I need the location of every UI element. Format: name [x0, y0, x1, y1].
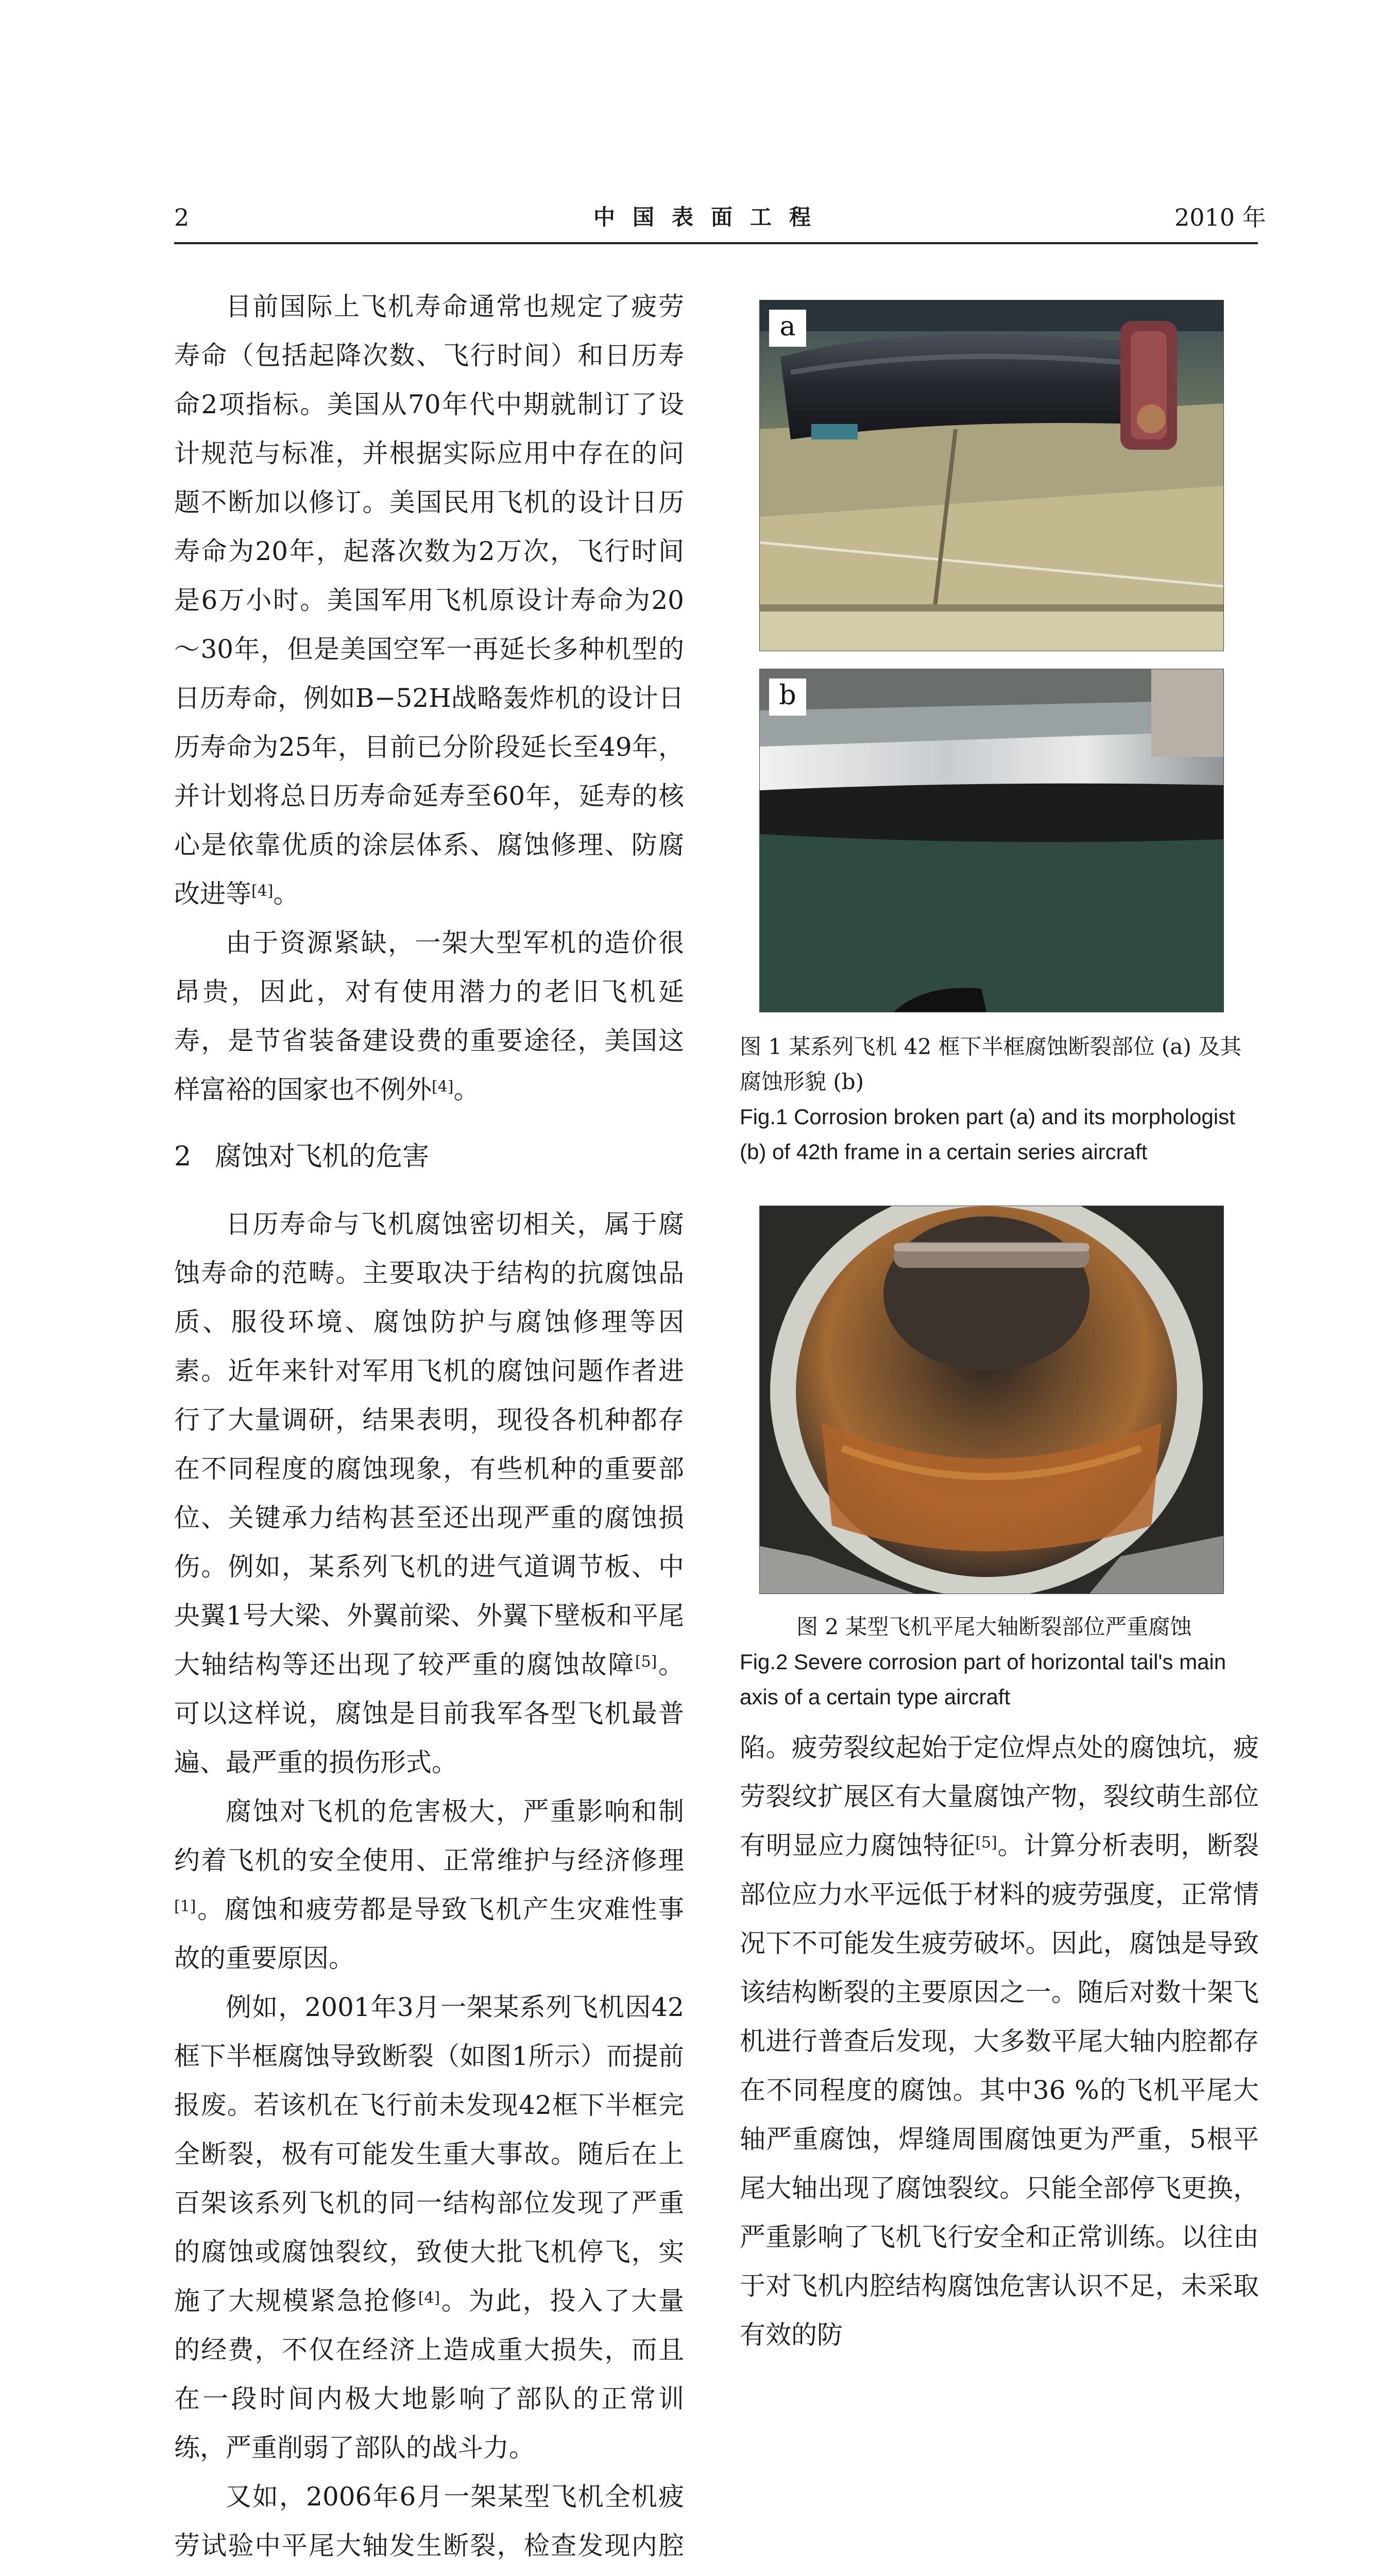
- citation: [4]: [418, 2289, 440, 2307]
- figure1-caption-en: Fig.1 Corrosion broken part (a) and its morphologist (b) of 42th frame in a certain series aircraft: [740, 1105, 1235, 1164]
- paragraph: 日历寿命与飞机腐蚀密切相关，属于腐蚀寿命的范畴。主要取决于结构的抗腐蚀品质、服役环境、腐蚀防护与腐蚀修理等因素。近年来针对军用飞机的腐蚀问题作者进行了大量调研，结果表明，现役各机种都存在不同程度的腐蚀现象，有些机种的重要部位、关键承力结构甚至还出现严重的腐蚀损伤。例如，某系列飞机的进气道调节板、中央翼1号大梁、外翼前梁、外翼下壁板和平尾大轴结构等还出现了较严重的腐蚀故障[5]。可以这样说，腐蚀是目前我军各型飞机最普遍、最严重的损伤形式。: [174, 1209, 685, 1777]
- figure1b-label: b: [769, 679, 806, 716]
- paragraph: 由于资源紧缺，一架大型军机的造价很昂贵，因此，对有使用潜力的老旧飞机延寿，是节省装备建设费的重要途径，美国这样富裕的国家也不例外[4]。: [174, 928, 684, 1105]
- right-column: [740, 1723, 1259, 2360]
- figure1b-image: [760, 669, 1223, 1012]
- figure1-caption: [740, 1029, 1260, 1170]
- figure2-caption-cn: 图 2 某型飞机平尾大轴断裂部位严重腐蚀: [796, 1614, 1192, 1639]
- journal-title: 中国表面工程: [593, 205, 828, 230]
- citation: [5]: [975, 1834, 997, 1852]
- section-number: 2: [174, 1141, 192, 1172]
- figure1a-photo: [759, 300, 1224, 651]
- figure1a-label: a: [769, 310, 806, 347]
- paragraph: 陷。疲劳裂纹起始于定位焊点处的腐蚀坑，疲劳裂纹扩展区有大量腐蚀产物，裂纹萌生部位有明显应力腐蚀特征[5]。计算分析表明，断裂部位应力水平远低于材料的疲劳强度，正常情况下不可能发生疲劳破坏。因此，腐蚀是导致该结构断裂的主要原因之一。随后对数十架飞机进行普查后发现，大多数平尾大轴内腔都存在不同程度的腐蚀。其中36 %的飞机平尾大轴严重腐蚀，焊缝周围腐蚀更为严重，5根平尾大轴出现了腐蚀裂纹。只能全部停飞更换，严重影响了飞机飞行安全和正常训练。以往由于对飞机内腔结构腐蚀危害认识不足，未采取有效的防: [740, 1733, 1259, 2350]
- citation: [4]: [251, 882, 274, 900]
- left-column: [174, 282, 684, 2576]
- citation: [4]: [432, 1078, 454, 1096]
- figure1-caption-cn: 图 1 某系列飞机 42 框下半框腐蚀断裂部位 (a) 及其腐蚀形貌 (b): [740, 1034, 1242, 1094]
- section-title: 腐蚀对飞机的危害: [215, 1141, 430, 1172]
- figure1a-image: [760, 300, 1223, 651]
- journal-year: 2010 年: [1174, 204, 1266, 231]
- figure2-caption-en: Fig.2 Severe corrosion part of horizontal tail's main axis of a certain type aircraft: [740, 1650, 1226, 1709]
- figure2-caption: [740, 1609, 1260, 1715]
- figure1b-photo: [759, 669, 1224, 1012]
- page-number: 2: [174, 204, 190, 231]
- paragraph: 又如，2006年6月一架某型飞机全机疲劳试验中平尾大轴发生断裂，检查发现内腔: [174, 2482, 684, 2561]
- paragraph: 目前国际上飞机寿命通常也规定了疲劳寿命（包括起降次数、飞行时间）和日历寿命2项指标。美国从70年代中期就制订了设计规范与标准，并根据实际应用中存在的问题不断加以修订。美国民用飞机的设计日历寿命为20年，起落次数为2万次，飞行时间是6万小时。美国军用飞机原设计寿命为20～30年，但是美国空军一再延长多种机型的日历寿命，例如B−52H战略轰炸机的设计日历寿命为25年，目前已分阶段延长至49年，并计划将总日历寿命延寿至60年，延寿的核心是依靠优质的涂层体系、腐蚀修理、防腐改进等[4]。: [174, 292, 684, 909]
- figure2-image: [760, 1206, 1223, 1594]
- citation: [1]: [174, 1897, 196, 1916]
- header-rule: [174, 242, 1258, 244]
- figure2-photo: [759, 1206, 1224, 1594]
- paragraph: 腐蚀对飞机的危害极大，严重影响和制约着飞机的安全使用、正常维护与经济修理[1]。腐蚀和疲劳都是导致飞机产生灾难性事故的重要原因。: [174, 1797, 684, 1973]
- citation: [5]: [635, 1653, 657, 1671]
- section-heading: [174, 1136, 684, 1177]
- paragraph: 例如，2001年3月一架某系列飞机因42框下半框腐蚀导致断裂（如图1所示）而提前报废。若该机在飞行前未发现42框下半框完全断裂，极有可能发生重大事故。随后在上百架该系列飞机的同一结构部位发现了严重的腐蚀或腐蚀裂纹，致使大批飞机停飞，实施了大规模紧急抢修[4]。为此，投入了大量的经费，不仅在经济上造成重大损失，而且在一段时间内极大地影响了部队的正常训练，严重削弱了部队的战斗力。: [174, 1992, 684, 2463]
